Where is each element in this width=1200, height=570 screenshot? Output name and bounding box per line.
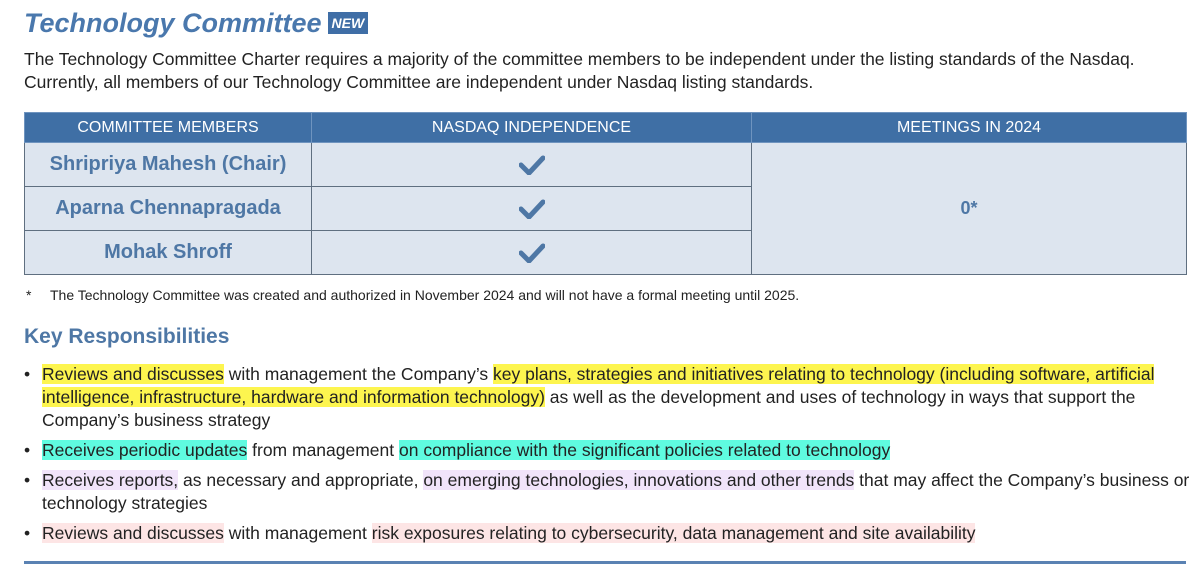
- section-header: [24, 6, 368, 40]
- responsibilities-list: [24, 363, 1190, 552]
- member-name: Aparna Chennapragada: [25, 187, 312, 231]
- plain-text: with management the Company’s: [223, 364, 494, 384]
- independence-cell: [312, 231, 752, 275]
- highlight-text: Receives reports,: [42, 470, 179, 490]
- highlight-text: on compliance with the significant policies related to technology: [399, 440, 891, 460]
- highlight-text: on emerging technologies, innovations and other trends: [423, 470, 855, 490]
- bottom-divider: [24, 561, 1186, 564]
- check-icon: [519, 199, 545, 219]
- responsibilities-title: Key Responsibilities: [24, 325, 230, 348]
- column-header-members: COMMITTEE MEMBERS: [25, 113, 312, 143]
- list-item: [24, 363, 1190, 432]
- independence-cell: [312, 143, 752, 187]
- plain-text: as necessary and appropriate,: [178, 470, 424, 490]
- bullet: •: [24, 470, 31, 490]
- highlight-text: Receives periodic updates: [42, 440, 248, 460]
- check-icon: [519, 155, 545, 175]
- intro-paragraph: The Technology Committee Charter requires a majority of the committee members to be independent under the listing standards of the Nasdaq. Currently, all members of our Technology Committee are independent under Nasdaq listing standards.: [24, 49, 1135, 92]
- highlight-text: Reviews and discusses: [42, 523, 224, 543]
- highlight-text: risk exposures relating to cybersecurity, data management and site availability: [371, 523, 976, 543]
- page-title: Technology Committee: [24, 7, 322, 38]
- independence-cell: [312, 187, 752, 231]
- plain-text: from management: [247, 440, 399, 460]
- list-item: [24, 522, 1190, 545]
- plain-text: with management: [223, 523, 372, 543]
- plain-text: that may affect the Company’s business or technology strategies: [42, 470, 1190, 513]
- new-badge: NEW: [328, 12, 369, 34]
- member-name: Shripriya Mahesh (Chair): [25, 143, 312, 187]
- highlight-text: Reviews and discusses: [42, 364, 224, 384]
- table-header-row: [25, 113, 1187, 143]
- meetings-count: 0*: [752, 143, 1187, 275]
- footnote-text: The Technology Committee was created and authorized in November 2024 and will not have a formal meeting until 2025.: [50, 287, 800, 303]
- footnote: [26, 287, 799, 303]
- member-name: Mohak Shroff: [25, 231, 312, 275]
- list-item: [24, 469, 1190, 515]
- plain-text: as well as the development and uses of technology in ways that support the Company’s business strategy: [42, 387, 1136, 430]
- highlight-text: key plans, strategies and initiatives relating to technology (including software, artificial intelligence, infrastructure, hardware and information technology): [42, 364, 1155, 407]
- bullet: •: [24, 440, 31, 460]
- column-header-independence: NASDAQ INDEPENDENCE: [312, 113, 752, 143]
- table-row: [25, 143, 1187, 187]
- list-item: [24, 439, 1190, 462]
- footnote-marker: *: [26, 287, 32, 303]
- check-icon: [519, 243, 545, 263]
- bullet: •: [24, 523, 31, 543]
- bullet: •: [24, 364, 31, 384]
- committee-table: [24, 112, 1187, 275]
- column-header-meetings: MEETINGS IN 2024: [752, 113, 1187, 143]
